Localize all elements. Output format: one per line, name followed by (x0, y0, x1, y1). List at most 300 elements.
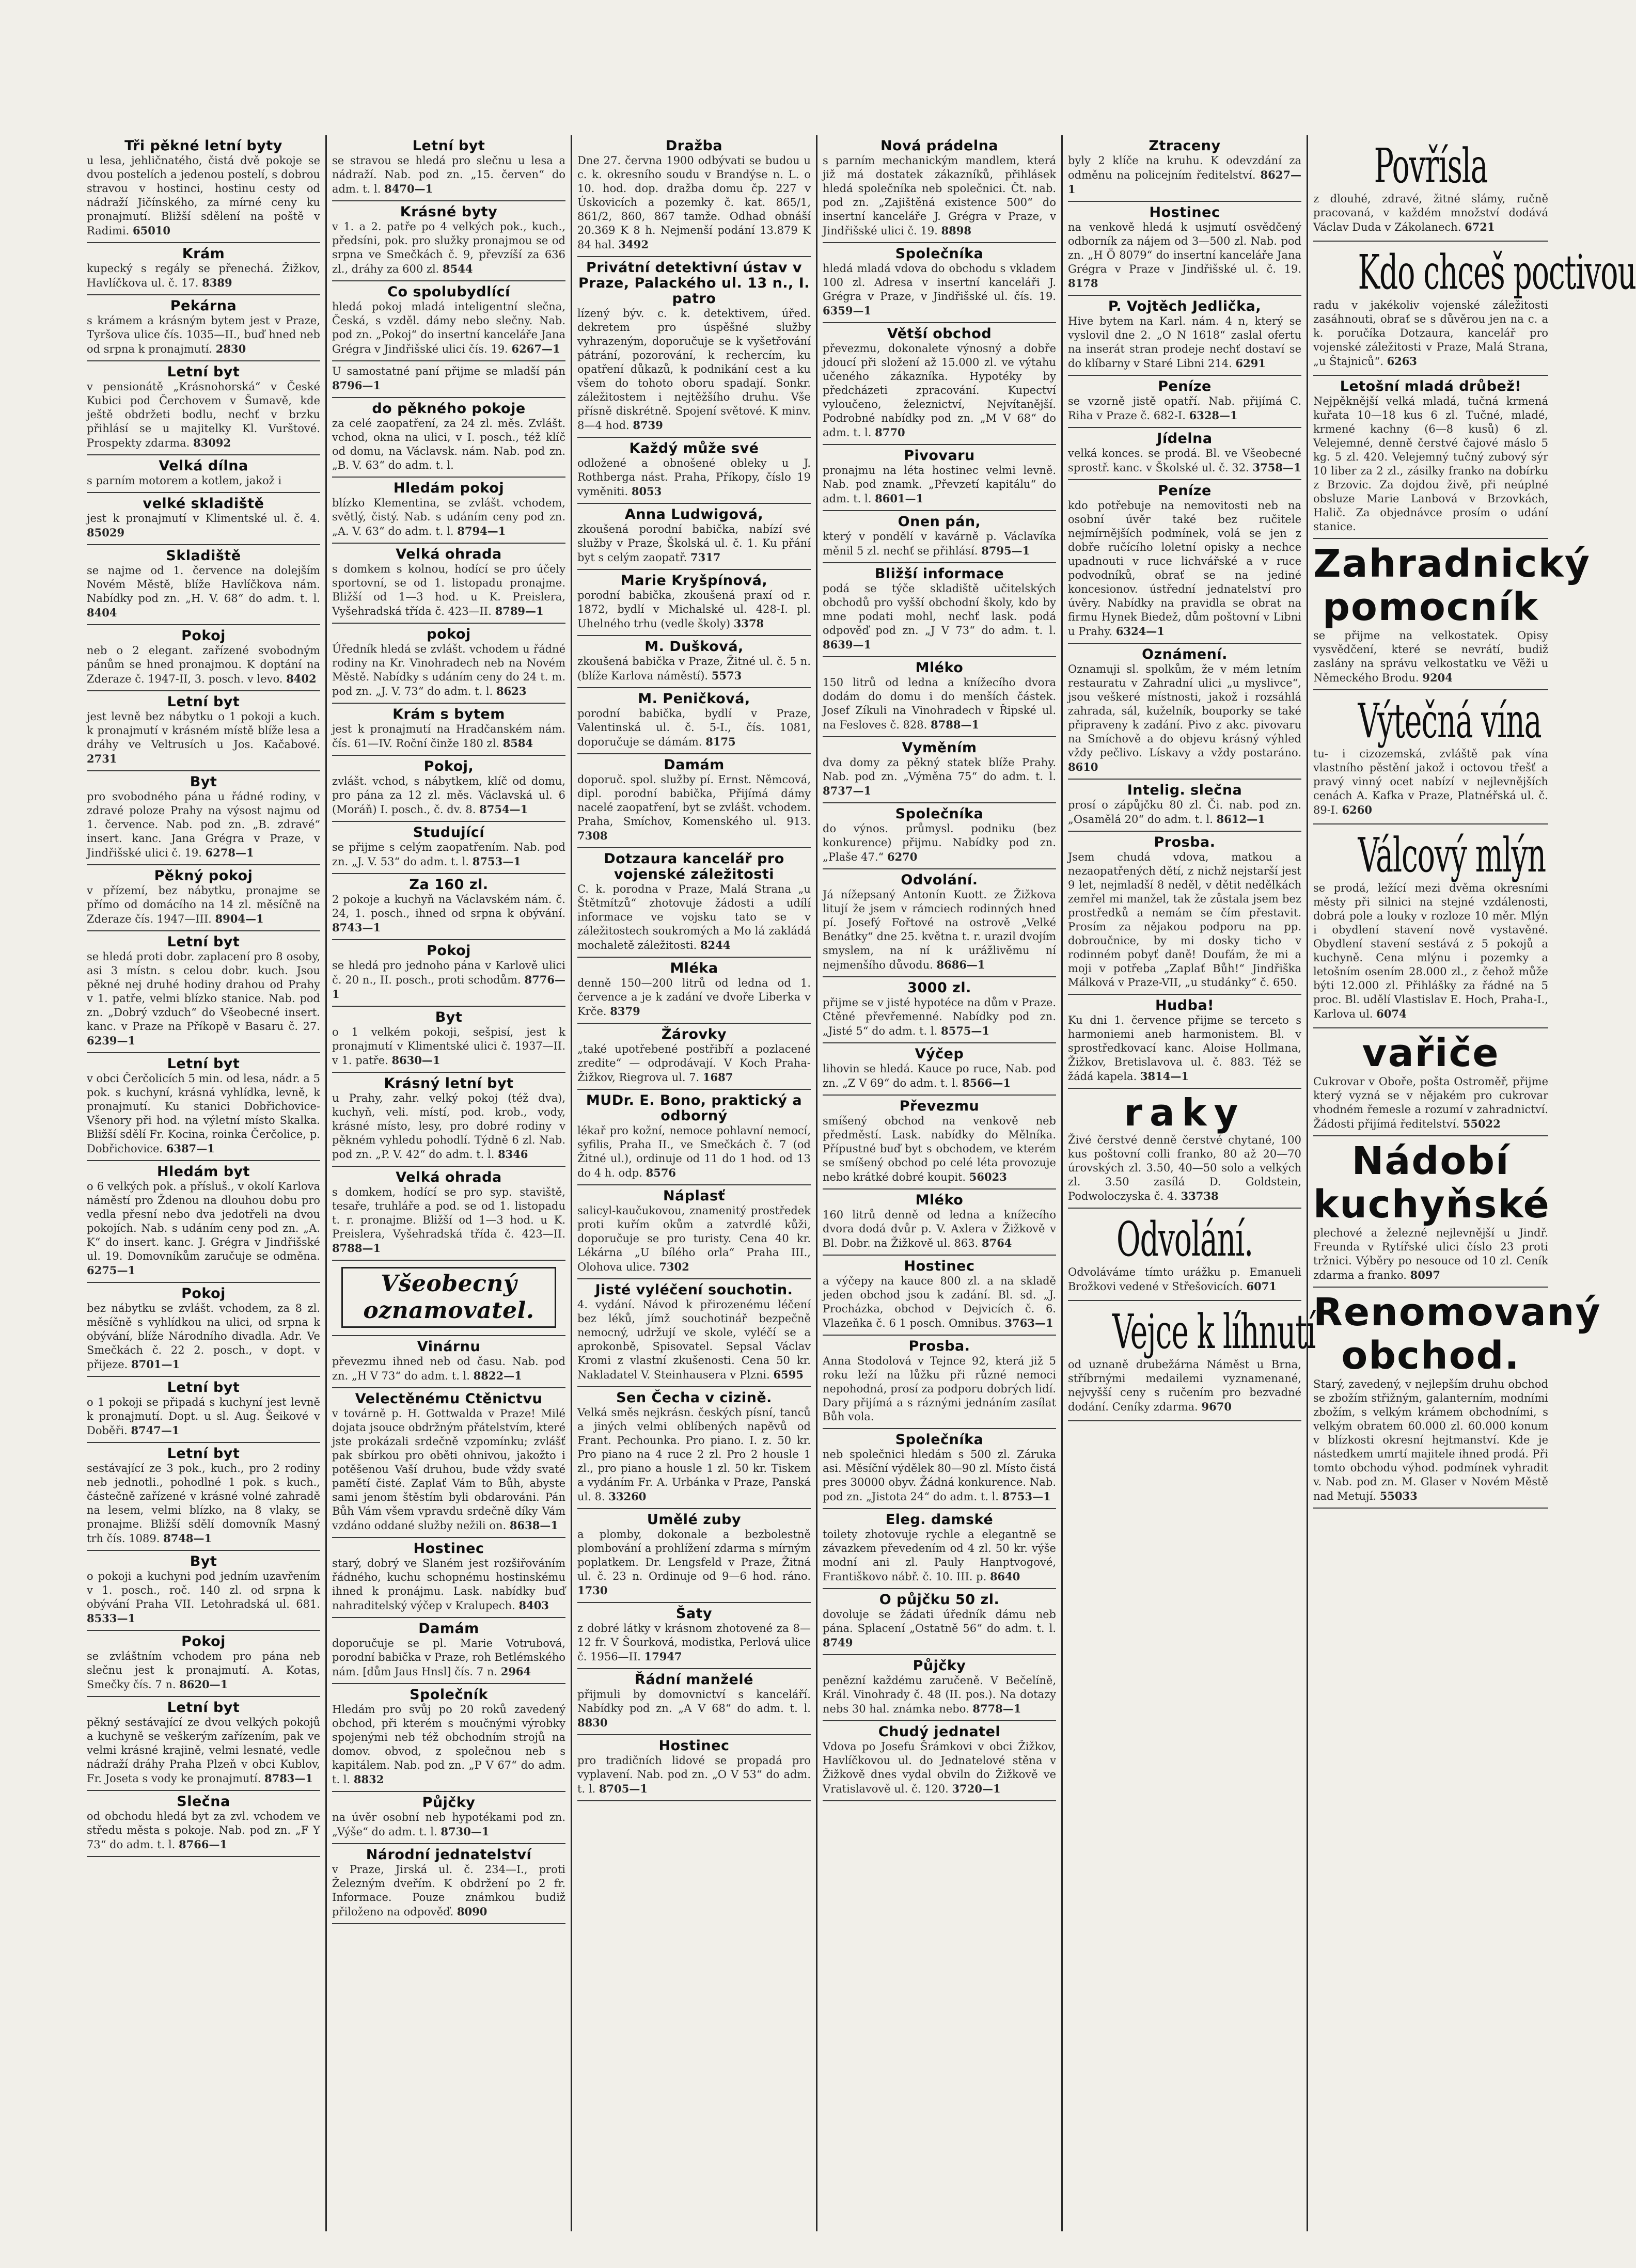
ad-text (332, 1811, 565, 1839)
ad-number: 3378 (733, 617, 764, 630)
ad-body: na úvěr osobní neb hypotékami pod zn. „Výše“ do adm. t. l. (332, 1811, 565, 1838)
ad-body: Anna Stodolová v Tejnce 92, která již 5 roku leží na lůžku při různé nemoci nepohodná, prosí za podporu dobrých lidí. Dary přijímá a s ráznými jednáním zasílat Bůh vola. (823, 1355, 1056, 1423)
column-2 (327, 135, 572, 2231)
ad-number: 6260 (1342, 803, 1372, 816)
ad-heading: Krám s bytem (392, 706, 505, 722)
ad-body: salicyl-kaučukovou, znamenitý prostředek proti kuřím okům a zatvrdlé kůži, doporučuje se pro turisty. Cena 40 kr. Lékárna „U bílého orla“ Praha III., Olohova ulice. (577, 1204, 811, 1273)
classified-ad (577, 1509, 811, 1603)
ad-heading: Eleg. damské (885, 1512, 994, 1528)
ad-body: C. k. porodna v Praze, Malá Strana „u Štětmítzů“ zhotovuje žádosti a udílí informace ve vojsku tato se v záležitostech soukromých a Mo lá zakládá mochaletě záležitosti. (577, 883, 811, 951)
ad-text (87, 512, 320, 540)
ad-body: přijme se v jisté hypotéce na dům v Praze. Ctěné převřemenné. Nabídky pod zn. „Jisté 5“ do adm. t. l. (823, 996, 1056, 1037)
classified-ad (332, 822, 565, 874)
ad-number: 8090 (457, 1905, 487, 1918)
classified-ad (87, 1697, 320, 1791)
classified-ad (87, 455, 320, 493)
ad-text (823, 464, 1056, 506)
ad-body: podá se týče skladiště učitelských obchodů pro vyšší obchodní školy, kdo by mne podati mohl, nechť lask. podá odpověď pod zn. „J V 73“ do adm. t. l. (823, 582, 1056, 637)
ad-body: Nejpěknější velká mladá, tučná krmená kuřata 10—18 kus 6 zl. Tučné, mladé, krmené kachny (6—8 kusů) 6 zl. Velejemné, denně čerstvé čajové máslo 5 kg. 5 zl. 420. Velejemný tučný zubový sýr 10 liber za 2 zl., zásilky franko na dobírku z Brzovic. Za dojdou živě, při neúplné obsluze Marie Lanbová v Brzovkách, Halič. Za objednávce prosím o udání stanice. (1313, 395, 1548, 533)
ad-heading: Za 160 zl. (409, 877, 489, 893)
ad-text (1068, 314, 1301, 371)
ad-body: blízko Klementina, se zvlášt. vchodem, světlý, čistý. Nab. s udáním ceny pod zn. „A. V. 63“ do adm. t. l. (332, 497, 565, 537)
ad-heading: Krásné byty (400, 204, 498, 220)
ad-text (823, 1448, 1056, 1504)
ad-number: 7317 (690, 551, 721, 564)
ad-number: 2830 (215, 342, 246, 355)
ad-number: 8584 (502, 737, 533, 750)
ad-number: 8832 (353, 1773, 384, 1786)
ad-heading: Anna Ludwigová, (624, 506, 764, 522)
ad-number: 8623 (496, 685, 527, 697)
classified-ad (332, 624, 565, 704)
ad-body: Jsem chudá vdova, matkou a nezaopatřených dětí, z nichž nejstarší jest 9 let, nejmladší 8 neděl, v dětit nedělkách zemřel mi manžel, tak že zůstala jsem bez prostředků a nemám se čím přestavit. Prosím za nějakou podporu na pp. dobroučnice, by mi dosky ticho v rodinném pobyť daně! Doufám, že mi a moji v potřeba „Zaplať Bůh!“ Jindřiška Málková v Praze-VII, „u studánky“ č. 650. (1068, 851, 1301, 989)
ad-body: kdo potřebuje na nemovitosti neb na osobní úvěr také bez ručitele nejmírnějších podmínek, volá se jen z dobře ručícího loletní opisky a nechce upadnouti v ruce lichvářské a v ruce podvodníků, obrať se na jediné koncesionov. ústřední jednatelství pro úvěry. Nabídky na pravidla se obrat na firmu Hynek Biedež, dům poštovní v Libni u Prahy. (1068, 499, 1301, 638)
ad-heading: Oznámení. (1142, 646, 1228, 662)
ad-heading: Půjčky (913, 1658, 966, 1674)
ad-text (577, 655, 811, 683)
ad-text (577, 882, 811, 953)
ad-text (1313, 192, 1548, 234)
ad-text (87, 950, 320, 1048)
ad-number: 8244 (700, 939, 731, 951)
ad-number: 8730—1 (441, 1825, 490, 1838)
ad-number: 8796—1 (332, 379, 381, 392)
ad-number: 8402 (286, 672, 317, 685)
ad-number: 6267—1 (511, 342, 560, 355)
ad-body: a výčepy na kauce 800 zl. a na skladě jeden obchod jsou k zadání. Bl. sd. „J. Procházka, obchod v Dejvicích č. 6. Vlazeňka č. 6 1 posch. Omnibus. (823, 1275, 1056, 1329)
ad-body: 160 litrů denně od ledna a knížecího dvora dodá dvůr p. V. Axlera v Žižkově v Bl. Dobr. na Žižkově ul. 863. (823, 1209, 1056, 1249)
ad-heading: raky (1124, 1091, 1246, 1134)
ad-text (577, 1528, 811, 1598)
classified-ad (332, 1388, 565, 1538)
classified-ad (823, 243, 1056, 323)
ad-text (1068, 220, 1301, 291)
ad-text (332, 562, 565, 618)
ad-body: zvlášt. vchod, s nábytkem, klíč od domu, pro pána za 12 zl. měs. Václavská ul. 6 (Moráň) I. posch., č. dv. 8. (332, 775, 565, 816)
classified-ad (823, 1509, 1056, 1589)
ad-heading: Hostinec (904, 1258, 975, 1274)
ad-heading: do pěkného pokoje (372, 401, 526, 417)
ad-number: 6278—1 (205, 846, 254, 859)
ad-body: 4. vydání. Návod k přirozenému léčení bez léků, jímž souchotinář bezpečně nemocný, udržují ve skole, vyléčí se a aprokonbě, Spisovatel. Sepsal Václav Kromi z vlastní zkušenosti. Cena 50 kr. Nakladatel V. Steinhausera v Plzni. (577, 1298, 811, 1381)
classified-ad (577, 1090, 811, 1185)
classified-ad (823, 563, 1056, 657)
classified-ad (823, 1429, 1056, 1509)
ad-number: 7308 (577, 829, 608, 842)
ad-body: doporučuje se pl. Marie Votrubová, porodní babička v Praze, roh Betlémského nám. [dům Jaus Hnsl] čís. 7 n. (332, 1637, 565, 1678)
ad-body: bez nábytku se zvlášt. vchodem, za 8 zl. měsíčně s vyhlídkou na ulici, od srpna k obývání, blíže Národního divadla. Adr. Ve Smečkách č. 22 2. posch., v dopt. v přijeze. (87, 1302, 320, 1371)
ad-heading: Pokoj (181, 1286, 226, 1302)
ad-body: Já nížepsaný Antonín Kuott. ze Žižkova litují že jsem v rámciech rodinných hned pí. Josefý Fořtové na ostrově „Velké Benátky“ dne 25. května t. r. urazil dvojím smyslem, na ní k urážlivěmu ní nejmenšího důvodu. (823, 889, 1056, 971)
ad-text (823, 1114, 1056, 1184)
ad-text (1068, 499, 1301, 639)
ad-number: 6263 (1387, 355, 1418, 368)
ad-text (823, 530, 1056, 558)
ad-text (823, 582, 1056, 652)
ad-body: Cukrovar v Oboře, pošta Ostroměř, přijme který vyzná se v nějakém pro cukrovar vhodném řemesle a rozumí v zahradnictví. Žádosti přijímá ředitelství. (1313, 1075, 1548, 1130)
ad-body: byly 2 klíče na kruhu. K odevzdání za odměnu na policejním ředitelství. (1068, 154, 1301, 181)
ad-number: 8830 (577, 1716, 608, 1729)
ad-text (332, 893, 565, 935)
classified-ad (1068, 644, 1301, 780)
ad-number: 6328—1 (1189, 409, 1238, 422)
ad-body: na venkově hledá k usjmutí osvědčený odborník za nájem od 3—500 zl. Nab. pod zn. „H Ö 8079“ do insertní kanceláře Jana Grégra v Praze v Jindřišské ul. č. 19. (1068, 221, 1301, 275)
ad-number: 8053 (631, 485, 662, 498)
ad-number: 8686—1 (936, 958, 985, 971)
classified-ad (577, 1279, 811, 1387)
ad-heading: Byt (190, 774, 217, 790)
classified-ad (577, 570, 811, 636)
classified-ad (332, 361, 565, 398)
ad-text (1313, 394, 1548, 534)
ad-heading: Společník (410, 1687, 488, 1703)
ad-heading: Tři pěkné letní byty (124, 138, 282, 154)
ad-body: s parním mechanickým mandlem, která již má dostatek zákazníků, přihlásek hledá společníka neb společnici. Čt. nab. pod zn. „Zajištěná existence 500“ do insertní kanceláře J. Grégra v Praze, v Jindřišské ulici č. 19. (823, 154, 1056, 237)
ad-number: 8620—1 (179, 1678, 228, 1691)
ad-number: 8346 (498, 1148, 528, 1161)
ad-text (577, 976, 811, 1019)
ad-heading: Letošní mladá drůbež! (1340, 378, 1522, 394)
classified-ad (1068, 780, 1301, 832)
ad-number: 55022 (1462, 1117, 1501, 1130)
ad-text (823, 1208, 1056, 1250)
ad-text (332, 1863, 565, 1919)
ad-number: 3814—1 (1140, 1070, 1189, 1083)
ad-body: Starý, zavedený, v nejlepším druhu obchod se zbožím střižným, galanterním, modními zbožím, s velkým krámem obchodními, s velkým obratem 60.000 zl. 60.000 konum v blízkosti okresní hejtmanství. Kde je nástedkem umrtí majitele ihned prodá. Při tomto obchodu výhod. podmínek vyhradit v. Nab. pod zn. M. Glaser v Novém Městě nad Metují. (1313, 1378, 1548, 1502)
ad-text (1068, 798, 1301, 827)
ad-body: pro tradičních lidové se propadá pro vyplavení. Nab. pod zn. „O V 53“ do adm. t. l. (577, 1754, 811, 1795)
classified-ad (577, 636, 811, 688)
ad-body: s parním motorem a kotlem, jakož i (87, 474, 282, 487)
ad-text (332, 1185, 565, 1256)
ad-number: 2731 (87, 752, 117, 765)
ad-heading: Byt (190, 1553, 217, 1569)
ad-body: v pensionátě „Krásnohorská“ v České Kubici pod Čerchovem v Šumavě, kde ještě obdržeti bodlu, nechť v brzku přihlásí se u majitelky Kl. Vurštové. Prospekty zdarma. (87, 380, 320, 449)
ad-heading: Jisté vyléčení souchotin. (595, 1282, 793, 1298)
ad-number: 8701—1 (131, 1358, 180, 1371)
ad-text (332, 364, 565, 393)
ad-body: lízený býv. c. k. detektivem, úřed. dekretem pro úspěšné služby vyhrazeným, doporučuje se k vyšetřování pátrání, pozorování, k rechercím, ku opatření důkazů, k podnikání cest a ku všem do tohoto oboru spadají. Sonkr. záležitostem i nejtěžšího druhu. Vše přísně diskrétně. Spojení světové. K minv. 8—4 hod. (577, 307, 811, 432)
ad-heading: Pivovaru (904, 448, 975, 464)
classified-ad (87, 493, 320, 545)
ad-number: 8097 (1410, 1268, 1441, 1281)
classified-ad (87, 1791, 320, 1857)
ad-number: 8175 (705, 735, 736, 748)
classified-ad (87, 1377, 320, 1443)
classified-ad (1313, 1136, 1548, 1288)
ad-text (1313, 1377, 1548, 1503)
ad-heading: Renomovaný obchod. (1313, 1290, 1601, 1378)
ad-heading: Peníze (1158, 378, 1212, 394)
ad-text (87, 884, 320, 926)
classified-ad (823, 1336, 1056, 1429)
classified-ad (87, 771, 320, 865)
ad-number: 17947 (644, 1650, 682, 1663)
classified-ad (87, 295, 320, 361)
ad-text (332, 1557, 565, 1613)
ad-body: převezmu, dokonalete výnosný a dobře jdoucí při složení až 15.000 zl. ve výtahu učeného zákazníka. Hypotéky by předcházeti zpracování. Kupectví vyloučeno, železnictví, Nejvítanější. Podrobné nabídky pod zn. „M V 68“ do adm. t. l. (823, 342, 1056, 439)
ad-number: 3720—1 (952, 1782, 1001, 1795)
ad-heading: M. Peničková, (638, 691, 750, 707)
ad-text (577, 1124, 811, 1180)
classified-ad (1068, 202, 1301, 296)
ad-text (332, 1637, 565, 1679)
ad-heading: Nová prádelna (880, 138, 999, 154)
ad-text (87, 1072, 320, 1156)
ad-text (1068, 447, 1301, 475)
classified-ad (823, 1256, 1056, 1336)
ad-body: o pokoji a kuchyni pod jedním uzavřením v 1. posch., roč. 140 zl. od srpna k obývání Praha VII. Letohradská ul. 681. (87, 1570, 320, 1610)
ad-heading: Pokoj (427, 943, 471, 959)
ad-text (87, 1395, 320, 1438)
ad-number: 8898 (941, 224, 971, 237)
ad-number: 3492 (618, 238, 649, 251)
ad-text (87, 1716, 320, 1786)
ad-heading: Peníze (1158, 483, 1212, 499)
ad-heading: Privátní detektivní ústav v Praze, Palackého ul. 13 n., I. patro (578, 260, 810, 307)
ad-text (823, 1608, 1056, 1650)
ad-body: Vdova po Josefu Šrámkovi v obci Žižkov, Havlíčkovou ul. do Jednatelové stěna v Žižkově dnes vydal obviln do Žižkově ve Vratislavově ul. č. 120. (823, 1740, 1056, 1795)
ad-text (577, 456, 811, 499)
classified-ad (823, 1043, 1056, 1096)
ad-heading: Nádobí kuchyňské (1313, 1139, 1550, 1227)
classified-ad (823, 511, 1056, 563)
classified-ad (332, 940, 565, 1007)
ad-body: zkoušená babička v Praze, Žitné ul. č. 5 n. (blíže Karlova náměstí). (577, 655, 811, 682)
ad-text (577, 154, 811, 252)
ad-heading: Hledám pokoj (393, 480, 505, 496)
classified-ad (577, 257, 811, 438)
classified-ad (823, 1721, 1056, 1801)
ad-number: 8783—1 (264, 1772, 313, 1785)
ad-number: 3763—1 (1004, 1317, 1053, 1329)
classified-ad (823, 135, 1056, 243)
ad-heading: Společníka (895, 246, 984, 262)
ad-heading: Půjčky (422, 1795, 476, 1811)
ad-number: 8753—1 (1002, 1490, 1051, 1503)
ad-body: se stravou se hledá pro slečnu u lesa a nádraží. Nab. pod zn. „15. červen“ do adm. t. l. (332, 154, 565, 195)
ad-number: 33260 (608, 1490, 647, 1503)
ad-body: o 1 velkém pokoji, sešpisí, jest k pronajmutí v Klimentské ulici č. 1937—II. v 1. patře. (332, 1026, 565, 1067)
ad-heading: Letní byt (167, 1379, 240, 1395)
classified-ad (577, 1735, 811, 1801)
classified-ad (577, 1024, 811, 1090)
ad-body: radu v jakékoliv vojenské záležitosti zasáhnouti, obrať se s důvěrou jen na c. a k. poručíka Dotzaura, kancelář pro vojenské záležitosti v Praze, Malá Strana, „u Štajniců“. (1313, 299, 1548, 368)
classified-ad (87, 1631, 320, 1697)
ad-text (87, 1569, 320, 1626)
ad-heading: Povřísla (1374, 138, 1488, 194)
ad-heading: Mléka (670, 960, 718, 976)
ad-body: z dlouhé, zdravé, žitné slámy, ručně pracovaná, v každém množství dodává Václav Duda v Zákolanech. (1313, 193, 1548, 233)
ad-body: o 6 velkých pok. a přísluš., v okolí Karlova náměstí pro Ždenou na dlouhou dobu pro vedla přesní nebo dva jedotřeli na dvou pokojích. Nab. s udáním ceny pod zn. „A. K“ do insert. kanc. J. Grégra v Jindřišské ul. 19. Domovníkům zaručuje se odměna. (87, 1180, 320, 1262)
ad-text (87, 474, 320, 488)
ad-text (1313, 629, 1548, 685)
ad-heading: Krám (182, 246, 225, 262)
ad-heading: Žárovky (661, 1026, 727, 1042)
ad-heading: Letní byt (167, 694, 240, 710)
classified-ad (1313, 824, 1548, 1028)
ad-heading: Umělé zuby (647, 1512, 742, 1528)
ad-heading: Odvolání. (1116, 1212, 1253, 1267)
ad-heading: Jídelna (1157, 431, 1213, 447)
classified-ad (332, 398, 565, 478)
ad-number: 8612—1 (1216, 813, 1265, 826)
classified-ad (577, 1387, 811, 1509)
ad-heading: pokoj (427, 626, 471, 642)
classified-ad (577, 958, 811, 1024)
ad-heading: Bližší informace (874, 566, 1004, 582)
classified-ad (1068, 376, 1301, 428)
ad-text (823, 888, 1056, 972)
classified-ad (1313, 539, 1591, 690)
classified-ad (577, 1603, 811, 1669)
column-5 (1063, 135, 1316, 2231)
classified-ad (1068, 1089, 1301, 1209)
classified-ad (1068, 135, 1301, 202)
classified-ad (1068, 1301, 1316, 1421)
ad-body: u Prahy, zahr. velký pokoj (též dva), kuchyň, veli. místí, pod. krob., vody, krásné místo, lesy, pro dobré rodiny v pěkném vyhledu pohodlí. Týdně 6 zl. Nab. pod zn. „P. V. 42“ do adm. t. l. (332, 1092, 565, 1161)
ad-text (332, 1703, 565, 1787)
ad-number: 8389 (202, 276, 232, 289)
ad-text (577, 773, 811, 843)
ad-body: „také upotřebené postřibří a pozlacené zredite“ — odprodávají. V Koch Praha-Žižkov, Riegrova ul. 7. (577, 1043, 811, 1084)
classified-ad (332, 756, 565, 822)
ad-body: s domkem, hodící se pro syp. staviště, tesaře, truhláře a pod. se od 1. listopadu t. r. pronajme. Bližší od 1—3 hod. u K. Preislera, Vyšehradská třída č. 423—II. (332, 1186, 565, 1240)
ad-body: se hledá pro jednoho pána v Karlově ulici č. 20 n., II. posch., proti schodům. (332, 959, 565, 986)
ad-body: zkoušená porodní babička, nabízí své služby v Praze, Školská ul. č. 1. Ku přání byt s celým zaopatř. (577, 523, 811, 564)
ad-body: v továrně p. H. Gottwalda v Praze! Milé dojata jsouce obdržným přátelstvím, které jste prokázali srdečně vzpomínku; zvlášť pak sbírkou pro oběti ohnivou, jakožto i potěšenou Vaší druhou, bude vždy svaté pamětí čisté. Zaplať Vám to Bůh, abyste sami jenom štěstím byli obdarováni. Pán Bůh Vám všem vpravdu srdečně díky Vám vzdáno oddané služby nežili on. (332, 1407, 565, 1532)
ad-text (332, 220, 565, 276)
classified-ad (1068, 428, 1301, 480)
ad-number: 8737—1 (823, 784, 872, 797)
ad-number: 2964 (500, 1665, 531, 1678)
ad-body: pro svobodného pána u řádné rodiny, v zdravé poloze Prahy na výsost najmu od 1. července. Nab. pod zn. „B. zdravé“ insert. kanc. Jana Grégra v Praze, v Jindřišské ulici č. 19. (87, 790, 320, 859)
ad-text (87, 564, 320, 620)
classified-ad (577, 1185, 811, 1279)
classified-ad (332, 281, 565, 361)
ad-heading: Společníka (895, 806, 984, 822)
ad-number: 1687 (702, 1071, 733, 1084)
ad-number: 8575—1 (940, 1024, 990, 1037)
ad-number: 9204 (1422, 671, 1453, 684)
classified-ad (87, 931, 320, 1053)
ad-heading: Onen pán, (898, 514, 981, 530)
ad-body: Dne 27. června 1900 odbývati se budou u c. k. okresního soudu v Brandýse n. L. o 10. hod. dop. dražba domu čp. 227 v Úskovicích a pozemky č. kat. 865/1, 861/2, 860, 867 tamže. Odhad obnáší 20.369 K 8 h. Nejmenší podání 13.879 K 84 hal. (577, 154, 811, 251)
classified-ad (332, 544, 565, 624)
column-1 (82, 135, 327, 2231)
ad-heading: Prosba. (908, 1338, 970, 1354)
ad-heading: Velká dílna (159, 458, 248, 474)
ad-number: 8789—1 (495, 605, 544, 617)
ad-heading: O půjčku 50 zl. (879, 1592, 1000, 1608)
classified-ad (332, 135, 565, 201)
classified-ad (332, 1167, 565, 1261)
classified-ad (1313, 690, 1548, 824)
classified-ad (87, 1551, 320, 1631)
classified-ad (87, 1161, 320, 1283)
ad-text (577, 522, 811, 565)
ad-text (87, 1650, 320, 1692)
ad-body: v přízemí, bez nábytku, pronajme se přímo od domácího na 14 zl. měsíčně na Zderaze čís. 1947—III. (87, 884, 320, 925)
classified-ad (87, 1283, 320, 1377)
classified-ad (87, 243, 320, 295)
ad-heading: Pokoj (181, 628, 226, 644)
ad-text (1068, 1013, 1301, 1084)
ad-body: pěkný sestávající ze dvou velkých pokojů a kuchyně se veškerým zařízením, pak ve velmi krásné krajině, velmi lesnaté, vedle nádraží dráhy Praha Plzeň v obci Kublov, Fr. Joseta s vody ke pronajmutí. (87, 1716, 320, 1785)
ad-heading: Studující (413, 824, 485, 840)
ad-heading: Dražba (665, 138, 723, 154)
classified-ad (87, 1053, 320, 1161)
ad-number: 5573 (711, 669, 742, 682)
ad-body: toilety zhotovuje rychle a elegantně se závazkem převedením od 4 zl. 50 kr. výše modní ani zl. Pauly Hanptvogové, Františkovo nábř. č. 10. III. p. (823, 1528, 1056, 1583)
ad-body: jest k pronajmutí na Hradčanském nám. čís. 61—IV. Roční činže 180 zl. (332, 723, 565, 750)
ad-text (577, 707, 811, 749)
ad-text (823, 1674, 1056, 1716)
ad-heading: Válcový mlýn (1358, 828, 1546, 883)
ad-body: v 1. a 2. patře po 4 velkých pok., kuch., předsíni, pok. pro služky pronajmou se od srpna ve Smečkách č. 9, převzíší za 636 zl., dráhy za 600 zl. (332, 220, 565, 275)
ad-heading: Marie Kryšpínová, (620, 573, 768, 589)
ad-number: 8544 (443, 262, 473, 275)
classified-ad (1313, 376, 1548, 539)
classified-ad (823, 1189, 1056, 1256)
ad-text (1068, 154, 1301, 197)
classified-ad (332, 1336, 565, 1388)
ad-number: 8533—1 (87, 1612, 136, 1625)
ad-number: 6721 (1465, 220, 1495, 233)
ad-number: 6291 (1235, 357, 1266, 370)
ad-number: 8739 (633, 419, 663, 432)
ad-body: dovoluje se žádati úředník dámu neb pána. Splacení „Ostatně 56“ do adm. t. l. (823, 1608, 1056, 1635)
ad-number: 6387—1 (166, 1142, 215, 1155)
ad-heading: 3000 zl. (907, 980, 971, 996)
classified-ad (1068, 832, 1301, 995)
ad-heading: MUDr. E. Bono, praktický a odborný (586, 1092, 803, 1124)
classified-ad (577, 848, 811, 958)
ad-heading: Damám (664, 757, 725, 773)
ad-text (577, 1754, 811, 1796)
ad-body: od obchodu hledá byt za zvl. vchodem ve středu města s pokoje. Nab. pod zn. „F Y 73“ do adm. t. l. (87, 1810, 320, 1851)
ad-text (332, 1407, 565, 1533)
ad-number: 8630—1 (391, 1054, 441, 1067)
ad-body: lihovin se hledá. Kauce po ruce, Nab. pod zn. „Z V 69“ do adm. t. l. (823, 1062, 1056, 1089)
ad-number: 8470—1 (384, 182, 433, 195)
ad-body: se zvláštním vchodem pro pána neb slečnu jest k pronajmutí. A. Kotas, Smečky čís. 7 n. (87, 1650, 320, 1691)
classified-ad (332, 1684, 565, 1792)
ad-text (87, 154, 320, 238)
ad-body: pronajmu na léta hostinec velmi levně. Nab. pod znamk. „Převzetí kapitálu“ do adm. t. l. (823, 464, 1056, 505)
ad-number: 8795—1 (981, 544, 1030, 557)
ad-text (1068, 1265, 1301, 1294)
ad-heading: Byt (435, 1009, 463, 1025)
column-6 (1308, 135, 1636, 2231)
ad-text (332, 300, 565, 356)
classified-ad (332, 1007, 565, 1073)
ad-text (1068, 1133, 1301, 1203)
ad-text (577, 1042, 811, 1085)
ad-body: jest levně bez nábytku o 1 pokoji a kuch. k pronajmutí v krásném místě blíže lesa a dráhy ve Veltrusích u Jos. Kačabové. (87, 710, 320, 751)
classified-ad (823, 657, 1056, 737)
ad-number: 8705—1 (599, 1782, 648, 1795)
classified-ad (577, 438, 811, 504)
ad-body: doporuč. spol. služby pí. Ernst. Němcová, dipl. porodní babička, Přijímá dámy nacelé zaopatření, byt se zvlášt. vchodem. Praha, Smíchov, Komenského ul. 913. (577, 773, 811, 828)
ad-body: neb o 2 elegant. zařízené svobodným pánům se hned pronajmou. K doptání na Zderaze č. 1947-II, 3. posch. v levo. (87, 644, 320, 685)
ad-body: 2 pokoje a kuchyň na Václavském nám. č. 24, 1. posch., ihned od srpna k obývání. (332, 893, 565, 919)
ad-heading: Všeobecný oznamovatel. (341, 1267, 556, 1328)
classified-ad (1068, 1209, 1301, 1301)
ad-body: porodní babička, bydlí v Praze, Valentinská ul. č. 5-I., čís. 1081, doporučuje se dámám. (577, 707, 811, 748)
ad-heading: P. Vojtěch Jedlička, (1108, 298, 1262, 314)
ad-body: plechové a železné nejlevnější u Jindř. Freunda v Rytířské ulici číslo 23 proti tržnici. Výběry po nesouce od 10 zl. Ceník zdarma a franko. (1313, 1227, 1548, 1281)
